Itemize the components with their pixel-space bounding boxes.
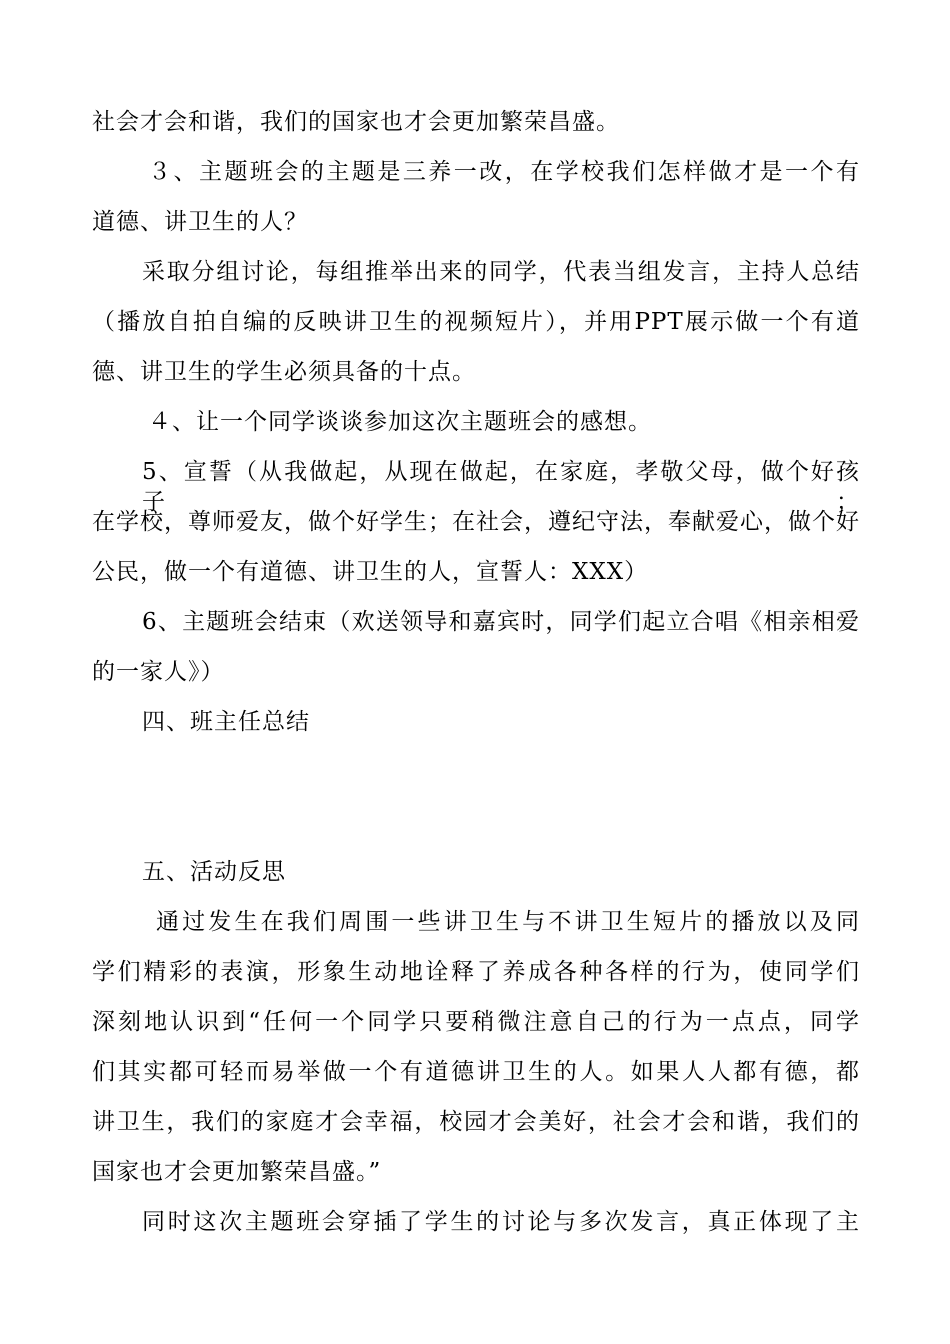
paragraph-line: ４、让一个同学谈谈参加这次主题班会的感想。 xyxy=(148,409,652,435)
paragraph-line: 深刻地认识到“任何一个同学只要稍微注意自己的行为一点点，同学 xyxy=(92,1009,860,1035)
paragraph-line: 学们精彩的表演，形象生动地诠释了养成各种各样的行为，使同学们 xyxy=(92,959,860,985)
paragraph-line: ３、主题班会的主题是三养一改，在学校我们怎样做才是一个有 xyxy=(148,159,860,185)
paragraph-line: 在学校，尊师爱友，做个好学生；在社会，遵纪守法，奉献爱心，做个好 xyxy=(92,509,860,535)
paragraph-line: 道德、讲卫生的人？ xyxy=(92,209,308,235)
paragraph-line: 德、讲卫生的学生必须具备的十点。 xyxy=(92,359,476,385)
paragraph-line: （播放自拍自编的反映讲卫生的视频短片），并用PPT展示做一个有道 xyxy=(92,309,860,335)
paragraph-line: 同时这次主题班会穿插了学生的讨论与多次发言，真正体现了主 xyxy=(142,1209,860,1235)
paragraph-line: 6、主题班会结束（欢送领导和嘉宾时，同学们起立合唱《相亲相爱 xyxy=(142,609,860,635)
paragraph-line: 5、宣誓（从我做起，从现在做起，在家庭，孝敬父母，做个好孩子； xyxy=(142,459,860,515)
paragraph-line: 采取分组讨论，每组推举出来的同学，代表当组发言，主持人总结 xyxy=(142,259,860,285)
section-heading: 五、活动反思 xyxy=(142,859,286,885)
paragraph-line: 通过发生在我们周围一些讲卫生与不讲卫生短片的播放以及同 xyxy=(156,909,860,935)
section-heading: 四、班主任总结 xyxy=(142,709,310,735)
paragraph-line: 国家也才会更加繁荣昌盛。” xyxy=(92,1159,382,1185)
paragraph-line: 们其实都可轻而易举做一个有道德讲卫生的人。如果人人都有德，都 xyxy=(92,1059,860,1085)
paragraph-line: 社会才会和谐，我们的国家也才会更加繁荣昌盛。 xyxy=(92,109,620,135)
paragraph-line: 讲卫生，我们的家庭才会幸福，校园才会美好，社会才会和谐，我们的 xyxy=(92,1109,860,1135)
paragraph-line: 公民，做一个有道德、讲卫生的人，宣誓人：XXX） xyxy=(92,559,649,585)
paragraph-line: 的一家人》） xyxy=(92,659,225,685)
